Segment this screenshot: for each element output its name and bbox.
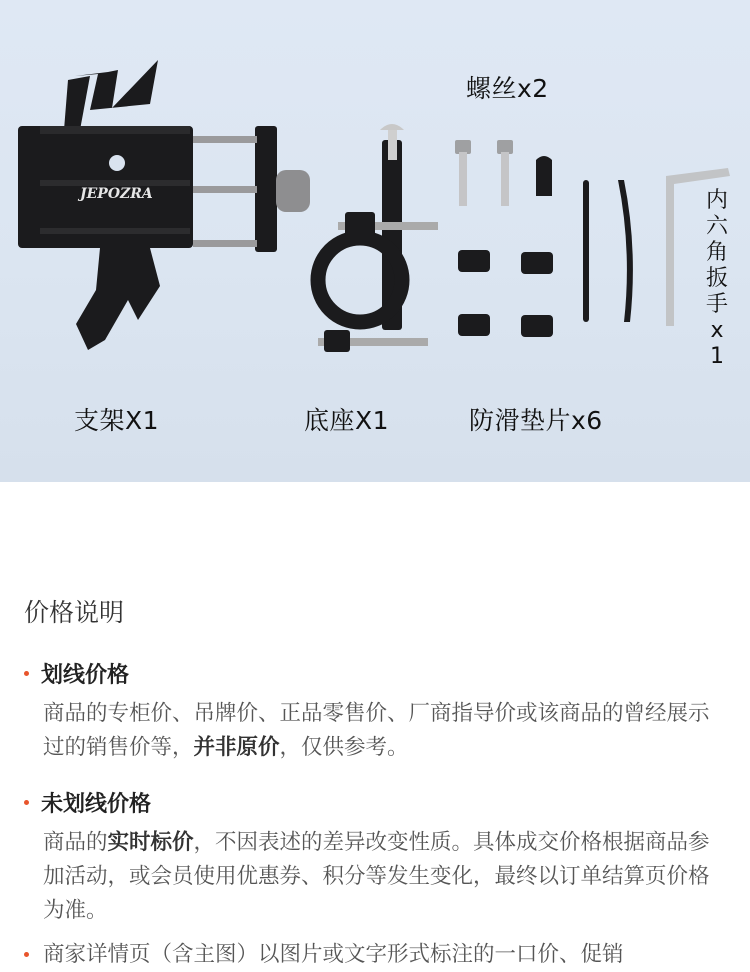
strikethrough-price-text: 商品的专柜价、吊牌价、正品零售价、厂商指导价或该商品的曾经展示过的销售价等，并非原价，仅供参考。 xyxy=(43,701,710,760)
bullet-dot xyxy=(24,800,29,805)
bullet-third xyxy=(24,944,41,969)
bracket-image xyxy=(18,60,310,350)
bullet-heading-strikethrough-price: 划线价格 xyxy=(24,658,129,689)
brand-logo: JEPOZRA xyxy=(80,186,153,202)
base-image xyxy=(318,124,438,352)
price-info-title: 价格说明 xyxy=(24,598,125,627)
bullet-dot xyxy=(24,952,29,957)
non-strikethrough-price-text: 商品的实时标价，不因表述的差异改变性质。具体成交价格根据商品参加活动，或会员使用优惠券、积分等发生变化，最终以订单结算页价格为准。 xyxy=(43,830,710,923)
base-label: 底座X1 xyxy=(304,406,390,435)
product-photo xyxy=(0,0,750,482)
pads-label: 防滑垫片x6 xyxy=(469,406,603,435)
bullet-dot xyxy=(24,671,29,676)
price-info-section xyxy=(0,482,750,967)
screws-label: 螺丝x2 xyxy=(466,74,549,103)
merchant-detail-text: 商家详情页（含主图）以图片或文字形式标注的一口价、促销 xyxy=(43,942,624,967)
bracket-label: 支架X1 xyxy=(74,406,160,435)
pads-image xyxy=(458,180,633,337)
wrench-label: 内 六 角 扳 手 x 1 xyxy=(706,188,729,369)
bullet-heading-non-strikethrough-price: 未划线价格 xyxy=(24,787,151,818)
screws-image xyxy=(455,140,552,206)
